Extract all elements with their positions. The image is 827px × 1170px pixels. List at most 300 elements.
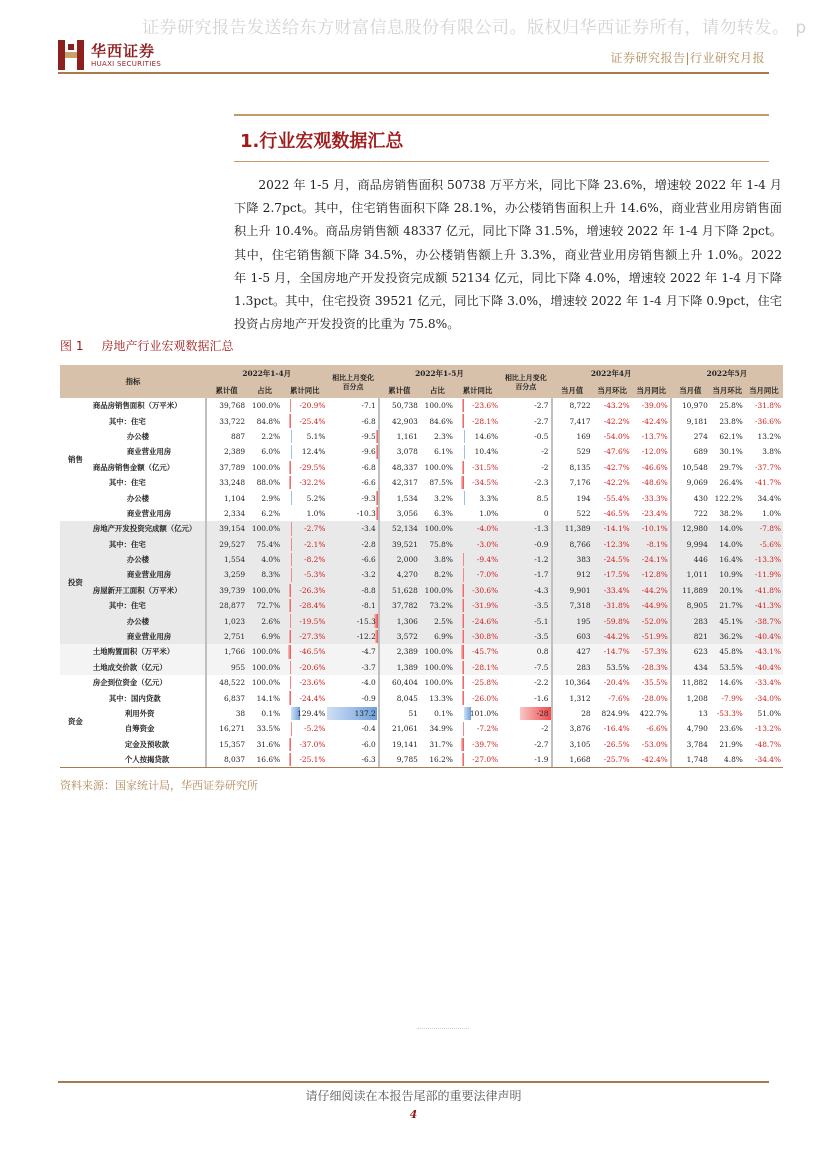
b-cum [379, 475, 420, 490]
m5-mom-value: 16.4% [719, 555, 743, 565]
m5-month [671, 398, 710, 413]
watermark: 证券研究报告发送给东方财富信息股份有限公司。版权归华西证券所有，请勿转发。 p [142, 18, 807, 38]
m5-mom-value: 30.1% [719, 447, 743, 457]
b-cum [379, 721, 420, 736]
yoy-databar [463, 553, 464, 566]
e-change [500, 660, 551, 675]
m4-myoy [632, 706, 671, 721]
m5-month-value: 623 [693, 647, 708, 657]
d-change-value: -6.8 [361, 462, 376, 472]
a-yoy-value: -24.4% [299, 693, 326, 703]
huaxi-logo-icon [58, 40, 84, 70]
m5-month-value: 9,994 [686, 539, 708, 549]
m5-month-value: 9,181 [686, 416, 708, 426]
a-share [247, 413, 282, 428]
b-cum [379, 429, 420, 444]
m5-myoy [745, 567, 783, 582]
header-divider [58, 72, 769, 74]
a-share [247, 660, 282, 675]
yoy-databar [289, 476, 291, 489]
b-yoy-value: -7.2% [476, 724, 499, 734]
m5-month [671, 552, 710, 567]
m4-month [552, 475, 593, 490]
b-share [420, 506, 455, 521]
d-change [327, 598, 378, 613]
page-number: 4 [409, 1108, 418, 1121]
m5-month [671, 598, 710, 613]
d-change-value: -3.7 [361, 662, 376, 672]
m5-mom-value: 23.8% [719, 416, 743, 426]
yoy-databar [291, 445, 292, 458]
m4-myoy-value: 422.7% [639, 709, 668, 718]
yoy-databar [289, 691, 291, 704]
e-change-value: 8.5 [536, 493, 549, 503]
d-change [327, 506, 378, 521]
m4-month [552, 444, 593, 459]
a-share-value: 31.6% [256, 739, 281, 749]
b-cum [379, 521, 420, 536]
m5-month [671, 490, 710, 505]
m4-myoy-value: -44.9% [641, 601, 668, 611]
b-cum-value: 51,628 [392, 585, 418, 595]
header-share: 占比 [247, 382, 282, 398]
m4-mom-value: -47.6% [603, 447, 630, 457]
table-row [60, 598, 783, 613]
b-yoy-value: -34.5% [472, 478, 499, 488]
m5-mom [710, 475, 745, 490]
header-mom: 当月环比 [593, 382, 632, 398]
m5-myoy [745, 537, 783, 552]
b-cum [379, 583, 420, 598]
b-cum-value: 2,389 [396, 647, 418, 657]
m5-month [671, 675, 710, 690]
e-change [500, 629, 551, 644]
m4-month [552, 490, 593, 505]
category-cell-empty [60, 644, 91, 659]
m4-month [552, 660, 593, 675]
b-cum-value: 1,306 [396, 616, 418, 626]
b-cum-value: 1,534 [396, 493, 418, 503]
m5-month [671, 567, 710, 582]
m4-month-value: 3,105 [569, 739, 591, 749]
m4-month-value: 195 [576, 616, 591, 626]
header-group-1-4: 2022年1-4月 [206, 365, 327, 382]
yoy-databar [462, 676, 464, 689]
a-yoy [282, 490, 327, 505]
a-share [247, 690, 282, 705]
m4-myoy-value: -28.3% [641, 662, 668, 672]
d-change-value: -9.3 [361, 493, 376, 503]
a-share-value: 100.0% [251, 462, 281, 472]
a-cum [206, 460, 247, 475]
b-share-value: 100.0% [424, 662, 453, 672]
m5-myoy-value: -41.3% [755, 601, 781, 611]
b-share [420, 613, 455, 628]
a-cum-value: 39,154 [219, 524, 246, 534]
header-cum: 累计值 [206, 382, 247, 398]
yoy-databar [462, 584, 464, 597]
a-share [247, 460, 282, 475]
b-cum [379, 506, 420, 521]
b-yoy [455, 398, 500, 413]
a-share [247, 444, 282, 459]
a-cum [206, 506, 247, 521]
table-row [60, 613, 783, 628]
a-cum-value: 29,527 [219, 539, 246, 549]
b-yoy-value: 3.3% [479, 493, 499, 503]
m5-mom-value: 36.2% [719, 632, 743, 642]
b-share [420, 521, 455, 536]
m5-mom [710, 613, 745, 628]
m4-month [552, 583, 593, 598]
m4-myoy-value: -42.4% [641, 755, 668, 765]
m5-myoy [745, 613, 783, 628]
yoy-databar [462, 614, 464, 627]
m5-myoy-value: 13.2% [757, 431, 781, 441]
m4-myoy-value: -8.1% [646, 539, 668, 549]
m5-mom [710, 706, 745, 721]
a-yoy-value: -20.9% [299, 401, 326, 411]
m5-myoy-value: -36.6% [755, 416, 781, 426]
yoy-databar [290, 614, 291, 627]
table-row [60, 506, 783, 521]
d-change-value: -3.2 [361, 570, 376, 580]
m4-myoy-value: -35.5% [641, 678, 668, 688]
indicator-name [91, 506, 206, 521]
b-yoy [455, 675, 500, 690]
m4-myoy-value: -10.1% [641, 524, 668, 534]
indicator-name-value: 房屋新开工面积（万平米） [92, 585, 182, 595]
m4-month [552, 537, 593, 552]
m4-month-value: 427 [576, 647, 591, 657]
e-change-value: 0.8 [536, 647, 549, 657]
b-share-value: 6.1% [434, 447, 453, 457]
a-cum [206, 690, 247, 705]
b-cum [379, 598, 420, 613]
m4-myoy [632, 721, 671, 736]
a-cum-value: 28,877 [219, 601, 246, 611]
indicator-name-value: 利用外资 [124, 709, 155, 718]
a-cum [206, 706, 247, 721]
data-source: 资料来源：国家统计局，华西证券研究所 [60, 779, 258, 792]
d-change-value: -15.3 [356, 616, 376, 626]
a-cum [206, 644, 247, 659]
m5-month-value: 722 [693, 508, 708, 518]
m5-myoy-value: 34.4% [757, 493, 781, 503]
m4-month [552, 429, 593, 444]
b-share-value: 31.7% [429, 739, 453, 749]
m5-month-value: 9,069 [686, 478, 708, 488]
m4-myoy [632, 690, 671, 705]
a-yoy-value: -2.7% [304, 524, 326, 534]
m5-myoy-value: -48.7% [755, 739, 781, 749]
e-change-value: -1.6 [534, 693, 549, 703]
e-change [500, 737, 551, 752]
yoy-databar [290, 676, 292, 689]
m4-mom [593, 675, 632, 690]
a-yoy [282, 737, 327, 752]
m5-mom [710, 583, 745, 598]
a-cum-value: 33,722 [219, 416, 246, 426]
m4-mom-value: -44.2% [603, 632, 630, 642]
a-cum-value: 2,389 [223, 447, 246, 457]
a-share-value: 8.3% [261, 570, 281, 580]
a-yoy [282, 721, 327, 736]
m5-mom [710, 460, 745, 475]
header-change-2: 相比上月变化百分点 [500, 365, 551, 398]
a-share-value: 100.0% [251, 662, 281, 672]
b-yoy [455, 552, 500, 567]
b-yoy-value: -23.6% [472, 401, 499, 411]
a-cum-value: 1,766 [223, 647, 246, 657]
b-yoy [455, 444, 500, 459]
b-yoy-value: -30.8% [472, 632, 499, 642]
e-change-value: -2 [541, 724, 549, 734]
indicator-name-value: 商业营业用房 [126, 632, 172, 642]
a-cum [206, 521, 247, 536]
a-share-value: 2.9% [261, 493, 281, 503]
d-change-value: -8.1 [361, 601, 376, 611]
yoy-databar [463, 722, 464, 735]
m5-month-value: 430 [693, 493, 708, 503]
m4-month-value: 7,176 [569, 478, 591, 488]
m5-mom-value: 122.2% [714, 493, 743, 503]
m5-mom-value: 29.7% [719, 462, 743, 472]
a-cum-value: 955 [231, 662, 246, 672]
d-change [327, 690, 378, 705]
m4-mom [593, 552, 632, 567]
a-yoy-value: -26.3% [299, 585, 326, 595]
b-yoy-value: -45.7% [472, 647, 499, 657]
indicator-name [91, 567, 206, 582]
b-share-value: 8.2% [434, 570, 453, 580]
b-yoy [455, 521, 500, 536]
table-row [60, 552, 783, 567]
e-change-value: -2.7 [534, 416, 549, 426]
section-top-divider [234, 114, 769, 116]
e-change [500, 644, 551, 659]
a-share [247, 675, 282, 690]
indicator-name-value: 其中：住宅 [108, 416, 146, 426]
b-yoy [455, 613, 500, 628]
yoy-databar [289, 630, 291, 643]
d-change [327, 567, 378, 582]
indicator-name-value: 其中：住宅 [108, 478, 146, 488]
e-change [500, 675, 551, 690]
table-row [60, 444, 783, 459]
m5-mom-value: 25.8% [719, 401, 743, 411]
header-group-1-5: 2022年1-5月 [379, 365, 500, 382]
b-share-value: 13.3% [429, 693, 453, 703]
logo-en-text: HUAXI SECURITIES [91, 60, 162, 68]
header-month: 当月值 [671, 382, 710, 398]
header-yoy: 累计同比 [282, 382, 327, 398]
m4-myoy-value: -28.0% [641, 693, 668, 703]
a-yoy-value: -37.0% [299, 739, 326, 749]
indicator-name [91, 444, 206, 459]
m5-month-value: 689 [693, 447, 708, 457]
a-share-value: 100.0% [251, 524, 281, 534]
m5-mom-value: 14.6% [719, 678, 743, 688]
a-yoy [282, 706, 327, 721]
m5-month [671, 444, 710, 459]
m5-mom [710, 567, 745, 582]
m5-myoy [745, 583, 783, 598]
b-yoy-value: -39.7% [472, 739, 499, 749]
figure-label: 图 1 [60, 339, 84, 353]
m5-myoy-value: -7.8% [759, 524, 781, 534]
m5-myoy-value: -13.3% [755, 555, 781, 565]
m4-myoy [632, 598, 671, 613]
m4-mom [593, 413, 632, 428]
a-share-value: 84.8% [256, 416, 281, 426]
indicator-name [91, 598, 206, 613]
m5-mom-value: 14.0% [719, 539, 743, 549]
a-share-value: 33.5% [256, 724, 281, 734]
table-row [60, 490, 783, 505]
a-yoy [282, 444, 327, 459]
table-row [60, 521, 783, 536]
d-change-value: -0.4 [361, 724, 376, 734]
m4-myoy-value: -48.6% [641, 478, 668, 488]
m4-myoy-value: -6.6% [646, 724, 668, 734]
b-share-value: 100.0% [424, 524, 453, 534]
a-yoy-value: -20.6% [299, 662, 326, 672]
b-share [420, 752, 455, 767]
m5-myoy [745, 490, 783, 505]
a-yoy-value: 1.0% [306, 508, 326, 518]
a-share [247, 552, 282, 567]
table-row [60, 737, 783, 752]
m4-month-value: 194 [576, 493, 591, 503]
d-change-value: -4.7 [361, 647, 376, 657]
e-change [500, 690, 551, 705]
e-change [500, 506, 551, 521]
indicator-name-value: 房企到位资金（亿元） [92, 678, 167, 688]
footer-disclaimer: 请仔细阅读在本报告尾部的重要法律声明 [305, 1089, 522, 1103]
m5-mom-value: 23.6% [719, 724, 743, 734]
m4-mom [593, 644, 632, 659]
a-yoy [282, 506, 327, 521]
m5-month [671, 413, 710, 428]
table-row [60, 644, 783, 659]
section-title: 1.行业宏观数据汇总 [240, 131, 404, 152]
m4-mom [593, 506, 632, 521]
m5-myoy-value: -11.9% [755, 570, 781, 580]
b-share [420, 460, 455, 475]
m4-myoy-value: -33.3% [641, 493, 668, 503]
summary-paragraph: 2022 年 1-5 月，商品房销售面积 50738 万平方米，同比下降 23.6%，增速较 2022 年 1-4 月下降 2.7pct。其中，住宅销售面积下降 28.1%，办公楼销售面积上升 14.6%，商业营业用房销售面积上升 10.4%。商品房销售额 48337 亿元，同比下降 31.5%，增速较 2022 年 1-4 月下降 2pct。其中，住宅销售额下降 34.5%，办公楼销售额上升 3.3%，商业营业用房销售额上升 1.0%。2022 年 1-5 月，全国房地产开发投资完成额 52134 亿元，同比下降 4.0%，增速较 2022 年 1-4 月下降 1.3pct。其中，住宅投资 39521 亿元，同比下降 3.0%，增速较 2022 年 1-4 月下降 0.9pct，住宅投资占房地产开发投资的比重为 75.8%。 [234, 178, 782, 332]
d-change [327, 752, 378, 767]
b-yoy-value: -27.0% [472, 755, 499, 765]
m5-mom [710, 752, 745, 767]
b-share-value: 84.6% [429, 416, 453, 426]
b-cum-value: 51 [408, 709, 418, 718]
b-share [420, 706, 455, 721]
d-change-value: 137.2 [354, 709, 376, 718]
m5-month-value: 4,790 [686, 724, 708, 734]
indicator-name [91, 613, 206, 628]
e-change [500, 460, 551, 475]
m5-myoy-value: -41.8% [755, 585, 781, 595]
indicator-name-value: 土地成交价款（亿元） [92, 662, 167, 672]
indicator-name [91, 660, 206, 675]
m4-myoy [632, 398, 671, 413]
e-change [500, 475, 551, 490]
m5-mom [710, 506, 745, 521]
b-yoy-value: -25.8% [472, 678, 499, 688]
m4-mom-value: -59.8% [603, 616, 630, 626]
m5-myoy-value: -40.4% [755, 662, 781, 672]
m4-myoy-value: -51.9% [641, 632, 668, 642]
m4-month-value: 28 [581, 709, 591, 718]
m5-mom [710, 660, 745, 675]
m5-mom-value: 45.8% [719, 647, 743, 657]
b-share-value: 100.0% [424, 401, 453, 411]
macro-data-table [60, 365, 783, 767]
b-cum [379, 613, 420, 628]
m5-month-value: 1,208 [686, 693, 708, 703]
d-change-value: -7.1 [361, 401, 376, 411]
a-yoy-value: 5.2% [306, 493, 326, 503]
m5-mom [710, 675, 745, 690]
m5-myoy [745, 690, 783, 705]
m4-mom [593, 567, 632, 582]
yoy-databar [290, 661, 291, 674]
a-cum [206, 490, 247, 505]
m4-myoy [632, 460, 671, 475]
b-share [420, 644, 455, 659]
m4-month [552, 752, 593, 767]
m4-month [552, 737, 593, 752]
d-change [327, 490, 378, 505]
a-yoy-value: 12.4% [301, 447, 326, 457]
a-yoy [282, 598, 327, 613]
b-yoy [455, 752, 500, 767]
d-change-value: -6.6 [361, 555, 376, 565]
table-row [60, 675, 783, 690]
b-yoy [455, 429, 500, 444]
a-share [247, 752, 282, 767]
a-yoy [282, 613, 327, 628]
m4-mom-value: -7.6% [608, 693, 630, 703]
b-yoy-value: -24.6% [472, 616, 499, 626]
m5-myoy-value: -31.8% [755, 401, 781, 411]
a-yoy [282, 521, 327, 536]
m4-mom-value: -43.2% [603, 401, 630, 411]
m5-myoy-value: -41.7% [755, 478, 781, 488]
m4-myoy [632, 537, 671, 552]
a-share [247, 475, 282, 490]
a-share-value: 14.1% [256, 693, 281, 703]
yoy-databar [461, 476, 463, 489]
m4-month [552, 613, 593, 628]
a-cum-value: 2,751 [223, 632, 246, 642]
d-change [327, 737, 378, 752]
a-cum [206, 429, 247, 444]
m5-month [671, 721, 710, 736]
m5-mom [710, 537, 745, 552]
d-change [327, 413, 378, 428]
m4-myoy [632, 521, 671, 536]
b-share-value: 2.5% [434, 616, 453, 626]
b-yoy [455, 660, 500, 675]
b-yoy-value: -28.1% [472, 416, 499, 426]
b-yoy-value: -31.5% [472, 462, 499, 472]
m5-myoy [745, 721, 783, 736]
table-row [60, 721, 783, 736]
b-yoy-value: -28.1% [472, 662, 499, 672]
